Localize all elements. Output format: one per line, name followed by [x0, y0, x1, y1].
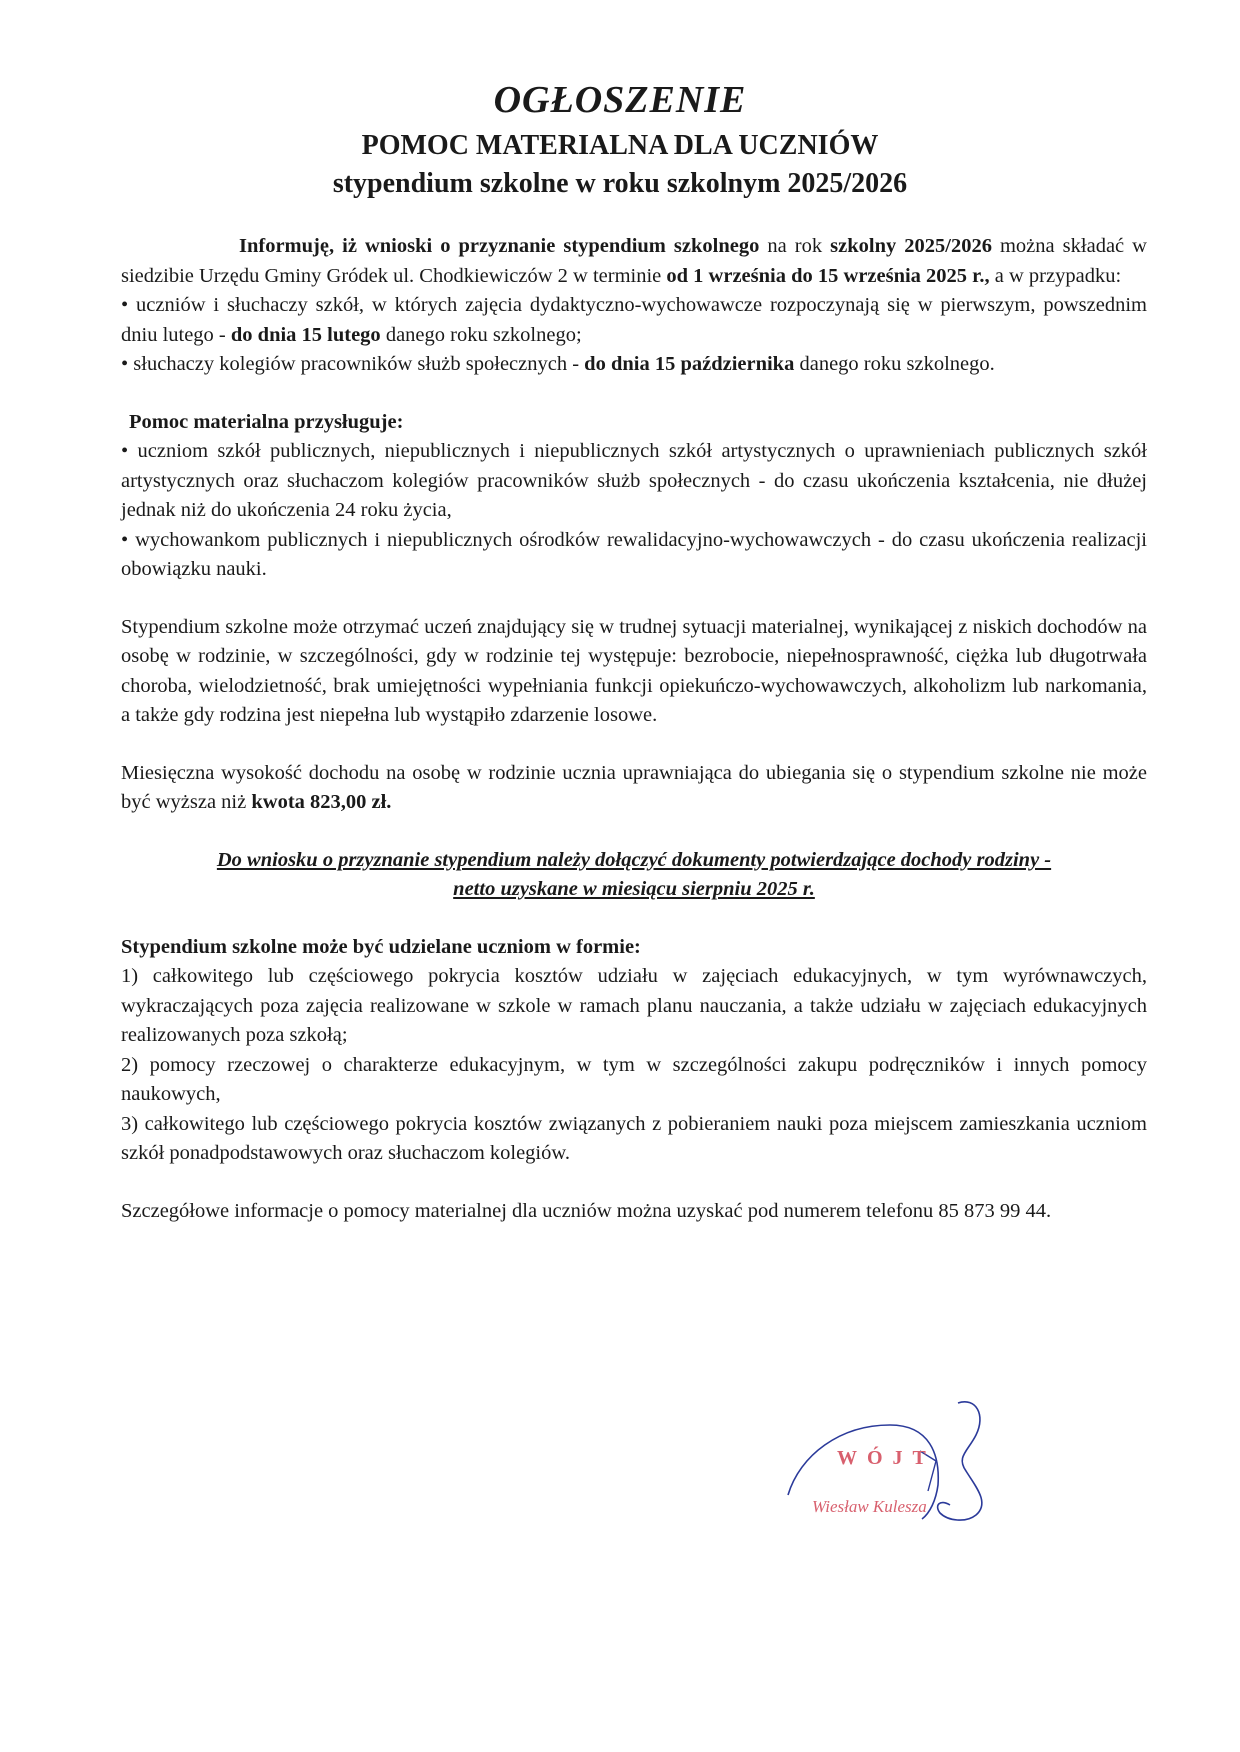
intro-text-3: a w przypadku: [989, 264, 1122, 287]
contact-paragraph: Szczegółowe informacje o pomocy materialnej dla uczniów można uzyskać pod numerem telefonu 85 873 99 44. [121, 1199, 1052, 1222]
intro-paragraph [121, 232, 1147, 291]
income-paragraph [121, 759, 1147, 818]
forms-item-3: 3) całkowitego lub częściowego pokrycia kosztów związanych z pobieraniem nauki poza miejscem zamieszkania uczniom szkół ponadpodstawowych oraz słuchaczom kolegiów. [121, 1112, 1147, 1164]
eligibility-item-1: • uczniom szkół publicznych, niepublicznych i niepublicznych szkół artystycznych o uprawnieniach publicznych szkół artystycznych oraz słuchaczom kolegiów pracowników służb społecznych - do czasu ukończenia kształcenia, nie dłużej jednak niż do ukończenia 24 roku życia, [121, 440, 1147, 521]
eligibility-heading-text: Pomoc materialna przysługuje: [129, 410, 404, 433]
intro-bold-1: Informuję, iż wnioski o przyznanie stypendium szkolnego [239, 235, 760, 257]
intro-bold-2: szkolny 2025/2026 [830, 235, 992, 257]
intro-bullet-2 [121, 350, 1147, 380]
intro-text-1: na rok [759, 235, 831, 257]
forms-heading-text: Stypendium szkolne może być udzielane uczniom w formie: [121, 935, 641, 958]
intro-bullet-1-deadline: do dnia 15 lutego [230, 323, 381, 346]
document-title: OGŁOSZENIE [493, 79, 747, 121]
documents-note-line-2: netto uzyskane w miesiącu sierpniu 2025 r. [453, 878, 815, 900]
documents-note-line-1: Do wniosku o przyznanie stypendium należy dołączyć dokumenty potwierdzające dochody rodziny - [216, 848, 1052, 871]
intro-bullet-2-end: danego roku szkolnego. [794, 353, 995, 375]
intro-bullet-2-deadline: do dnia 15 października [584, 353, 795, 375]
stamp-role: WÓJT [837, 1447, 936, 1469]
forms-item-2: 2) pomocy rzeczowej o charakterze edukacyjnym, w tym w szczególności zakupu podręczników i innych pomocy naukowych, [121, 1053, 1147, 1105]
intro-text-2: można składać w siedzibie Urzędu Gminy Gródek ul. Chodkiewiczów 2 w terminie [121, 235, 1147, 287]
document-body [121, 232, 1147, 1226]
signature-stamp [780, 1395, 1040, 1535]
forms-heading [121, 933, 1147, 963]
intro-deadline: od 1 września do 15 września 2025 r., [666, 264, 990, 287]
income-text: Miesięczna wysokość dochodu na osobę w rodzinie ucznia uprawniająca do ubiegania się o stypendium szkolne nie może być wyższa niż [121, 761, 1147, 813]
situation-paragraph: Stypendium szkolne może otrzymać uczeń znajdujący się w trudnej sytuacji materialnej, wynikającej z niskich dochodów na osobę w rodzinie, w szczególności, gdy w rodzinie tej występuje: bezrobocie, niepełnosprawność, ciężka lub długotrwała choroba, wielodzietność, brak umiejętności wypełniania funkcji opiekuńczo-wychowawczych, alkoholizm lub narkomania, a także gdy rodzina jest niepełna lub wystąpiło zdarzenie losowe. [121, 615, 1147, 726]
income-amount: kwota 823,00 zł. [251, 791, 392, 813]
eligibility-heading [121, 408, 1147, 438]
intro-bullet-1 [121, 291, 1147, 350]
intro-bullet-2-text: • słuchaczy kolegiów pracowników służb społecznych - [121, 353, 585, 375]
eligibility-item-2: • wychowankom publicznych i niepublicznych ośrodków rewalidacyjno-wychowawczych - do czasu ukończenia realizacji obowiązku nauki. [121, 528, 1147, 580]
intro-bullet-1-text: • uczniów i słuchaczy szkół, w których zajęcia dydaktyczno-wychowawcze rozpoczynają się w pierwszym, powszednim dniu lutego - [121, 294, 1147, 346]
documents-note [121, 846, 1147, 905]
forms-item-1: 1) całkowitego lub częściowego pokrycia kosztów udziału w zajęciach edukacyjnych, w tym wyrównawczych, wykraczających poza zajęcia realizowane w szkole w ramach planu nauczania, a także udziału w zajęciach edukacyjnych realizowanych poza szkołą; [121, 965, 1147, 1046]
intro-bullet-1-end: danego roku szkolnego; [380, 323, 582, 346]
stamp-name: Wiesław Kulesza [812, 1497, 927, 1516]
document-subtitle-year: stypendium szkolne w roku szkolnym 2025/2026 [332, 168, 908, 199]
document-subtitle: POMOC MATERIALNA DLA UCZNIÓW [361, 130, 879, 161]
